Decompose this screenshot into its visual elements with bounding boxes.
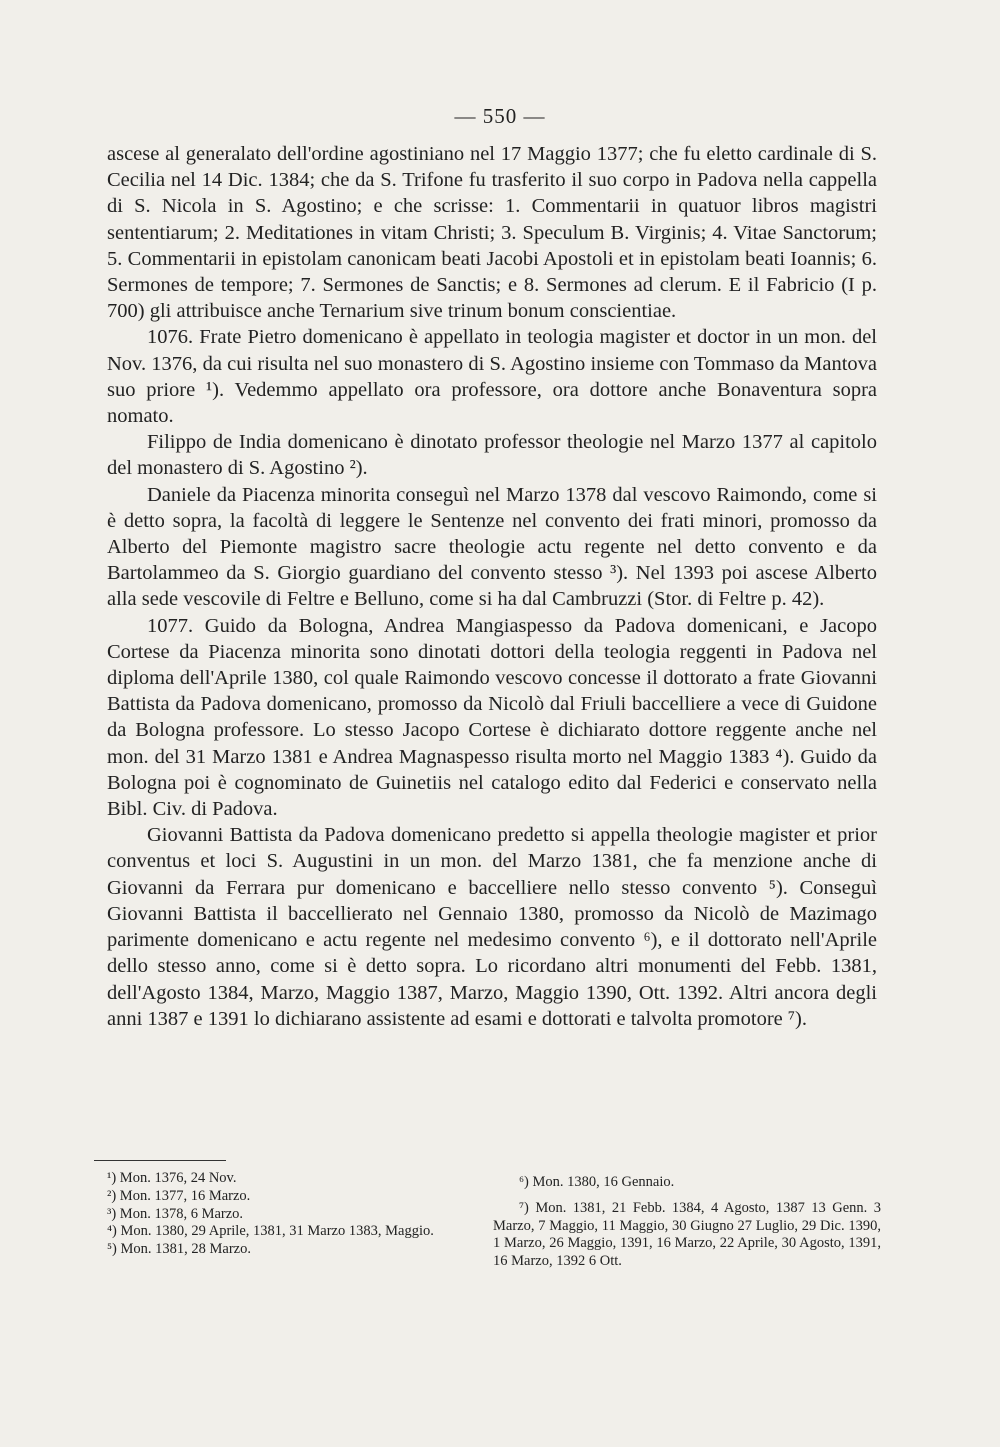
paragraph-giovanni: Giovanni Battista da Padova domenicano predetto si appella theologie magister et prior conventus et loci S. Augustini in un mon. del Marzo 1381, che fa menzione anche di Giovanni da Ferrara pur domenicano e baccelliere nello stesso convento ⁵). Conseguì Giovanni Battista il baccellierato nel Gennaio 1380, promosso da Nicolò de Mazimago parimente domenicano e actu regente nel medesimo convento ⁶), e il dottorato nell'Aprile dello stesso anno, come si è detto sopra. Lo ricordano altri monumenti del Febb. 1381, dell'Agosto 1384, Marzo, Maggio 1387, Marzo, Maggio 1390, Ott. 1392. Altri ancora degli anni 1387 e 1391 lo dichiarano assistente ad esami e dottorati e talvolta promotore ⁷). (107, 824, 877, 1030)
footnote-2: ²) Mon. 1377, 16 Marzo. (107, 1187, 251, 1204)
paragraph-daniele: Daniele da Piacenza minorita conseguì nel Marzo 1378 dal vescovo Raimondo, come si è detto sopra, la facoltà di leggere le Sentenze nel convento dei frati minori, promosso da Alberto del Piemonte magistro sacre theologie actu regente nel detto convento e da Bartolammeo da S. Giorgio guardiano del convento stesso ³). Nel 1393 poi ascese Alberto alla sede vescovile di Feltre e Belluno, come si ha dal Cambruzzi (Stor. di Feltre p. 42). (107, 483, 877, 611)
footnote-1: ¹) Mon. 1376, 24 Nov. (107, 1170, 237, 1186)
page-number: — 550 — (454, 104, 546, 128)
footnotes-right-column (493, 1170, 881, 1271)
body-text (107, 141, 877, 1032)
paragraph-1077: 1077. Guido da Bologna, Andrea Mangiaspesso da Padova domenicani, e Jacopo Cortese da Piacenza minorita sono dinotati dottori della teologia reggenti in Padova nel diploma dell'Aprile 1380, col quale Raimondo vescovo concesse il dottorato a frate Giovanni Battista da Padova domenicano, promosso da Nicolò dal Friuli baccelliere a vece di Guidone da Bologna professore. Lo stesso Jacopo Cortese è dichiarato dottore reggente anche nel mon. del 31 Marzo 1381 e Andrea Magnaspesso risulta morto nel Maggio 1383 ⁴). Guido da Bologna poi è cognominato de Guinetiis nel catalogo edito dal Federici e conservato nella Bibl. Civ. di Padova. (107, 614, 877, 821)
paragraph-continuation: ascese al generalato dell'ordine agostiniano nel 17 Maggio 1377; che fu eletto cardinale di S. Cecilia nel 14 Dic. 1384; che da S. Trifone fu trasferito il suo corpo in Padova nella cappella di S. Nicola in S. Agostino; e che scrisse: 1. Commentarii in quatuor libros magistri sententiarum; 2. Meditationes in vitam Christi; 3. Speculum B. Virginis; 4. Vitae Sanctorum; 5. Commentarii in epistolam canonicam beati Jacobi Apostoli et in epistolam beati Ioannis; 6. Sermones de tempore; 7. Sermones de Sanctis; e 8. Sermones ad clerum. E il Fabricio (I p. 700) gli attribuisce anche Ternarium sive trinum bonum conscientiae. (107, 143, 877, 323)
footnote-4: ⁴) Mon. 1380, 29 Aprile, 1381, 31 Marzo 1383, Maggio. (107, 1223, 434, 1240)
footnotes-left-column (85, 1170, 462, 1259)
footnote-6: ⁶) Mon. 1380, 16 Gennaio. (519, 1174, 675, 1190)
footnote-7: ⁷) Mon. 1381, 21 Febb. 1384, 4 Agosto, 1387 13 Genn. 3 Marzo, 7 Maggio, 11 Maggio, 30 Giugno 27 Luglio, 29 Dic. 1390, 1 Marzo, 26 Maggio, 1391, 16 Marzo, 22 Aprile, 30 Agosto, 1391, 16 Marzo, 1392 6 Ott. (493, 1199, 881, 1270)
paragraph-filippo: Filippo de India domenicano è dinotato professor theologie nel Marzo 1377 al capitolo del monastero di S. Agostino ²). (107, 431, 877, 480)
footnote-5: ⁵) Mon. 1381, 28 Marzo. (107, 1241, 251, 1258)
paragraph-1076: 1076. Frate Pietro domenicano è appellato in teologia magister et doctor in un mon. del Nov. 1376, da cui risulta nel suo monastero di S. Agostino insieme con Tommaso da Mantova suo priore ¹). Vedemmo appellato ora professore, ora dottore anche Bonaventura sopra nomato. (107, 326, 877, 428)
footnote-divider (94, 1160, 226, 1161)
footnote-3: ³) Mon. 1378, 6 Marzo. (107, 1205, 244, 1222)
